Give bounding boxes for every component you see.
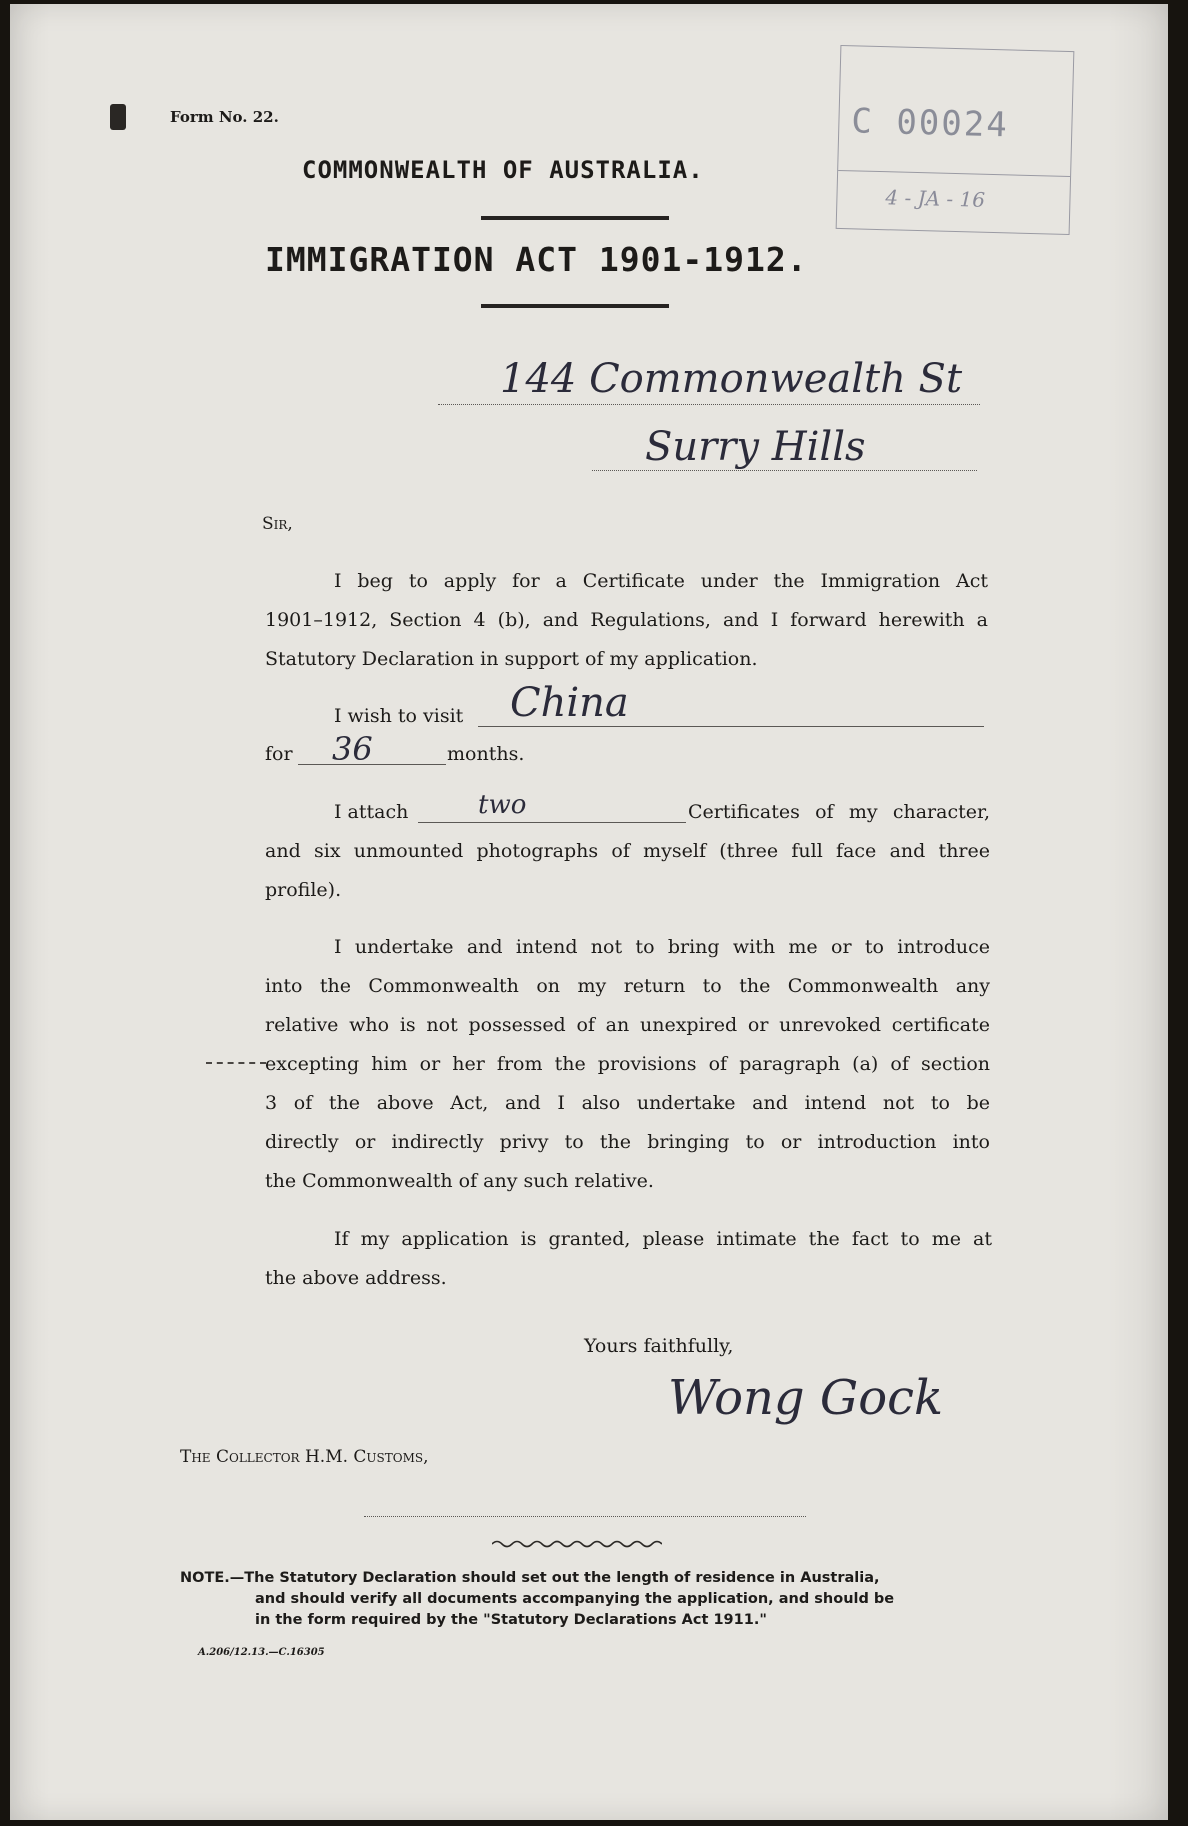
paragraph-2-line-2: into the Commonwealth on my return to the Commonwealth any (265, 975, 990, 997)
note-line-2: and should verify all documents accompanying the application, and should be (255, 1591, 895, 1607)
paragraph-2-line-3: relative who is not possessed of an unexpired or unrevoked certificate (265, 1014, 990, 1036)
attach-line-3: profile). (265, 879, 342, 901)
wavy-separator (492, 1538, 662, 1550)
address-line-1-text: 144 Commonwealth St (500, 356, 963, 402)
paragraph-3-line-1: If my application is granted, please intimate the fact to me at (334, 1228, 992, 1250)
visit-value: China (510, 680, 629, 726)
attach-line-2: and six unmounted photographs of myself (three full face and three (265, 840, 990, 862)
heading-rule-bottom (481, 304, 669, 308)
address-line-1 (438, 404, 980, 405)
address-line-2 (592, 470, 977, 471)
paragraph-3-line-2: the above address. (265, 1267, 447, 1289)
stamp-date: 4 - JA - 16 (885, 185, 986, 212)
commonwealth-heading: COMMONWEALTH OF AUSTRALIA. (302, 156, 704, 184)
duration-suffix: months. (447, 743, 525, 765)
heading-rule-top (481, 216, 669, 220)
attach-line (418, 822, 686, 823)
paragraph-2-line-7: the Commonwealth of any such relative. (265, 1170, 654, 1192)
paragraph-2-line-1: I undertake and intend not to bring with me or to introduce (334, 936, 990, 958)
closing: Yours faithfully, (584, 1335, 734, 1357)
paragraph-2-line-4: excepting him or her from the provisions of paragraph (a) of section (265, 1053, 990, 1075)
stamp-number: C 00024 (850, 101, 1010, 146)
visit-label: I wish to visit (334, 705, 464, 727)
signature: Wong Gock (668, 1370, 944, 1426)
attach-suffix: Certificates of my character, (688, 801, 990, 823)
visit-line (478, 726, 984, 727)
form-number: Form No. 22. (170, 108, 279, 126)
note-line-1: NOTE.—The Statutory Declaration should set out the length of residence in Australia, (180, 1570, 880, 1586)
paragraph-1-line-2: 1901–1912, Section 4 (b), and Regulations, and I forward herewith a (265, 609, 988, 631)
paragraph-1-line-1: I beg to apply for a Certificate under the Immigration Act (334, 570, 988, 592)
margin-mark (206, 1062, 266, 1064)
customs-stamp (836, 45, 1075, 235)
duration-value: 36 (332, 730, 373, 768)
addressee-line (364, 1516, 806, 1517)
note-line-3: in the form required by the "Statutory Declarations Act 1911." (255, 1612, 767, 1628)
print-code: A.206/12.13.—C.16305 (198, 1647, 325, 1658)
stamp-divider (838, 170, 1070, 177)
punch-hole-icon (110, 104, 126, 130)
paragraph-2-line-6: directly or indirectly privy to the bringing to or introduction into (265, 1131, 990, 1153)
salutation: Sir, (262, 514, 293, 534)
paragraph-2-line-5: 3 of the above Act, and I also undertake and intend not to be (265, 1092, 990, 1114)
addressee: The Collector H.M. Customs, (180, 1447, 429, 1467)
duration-prefix: for (265, 743, 293, 765)
act-title: IMMIGRATION ACT 1901-1912. (265, 240, 808, 279)
attach-label: I attach (334, 801, 409, 823)
attach-value: two (478, 790, 527, 820)
paragraph-1-line-3: Statutory Declaration in support of my application. (265, 648, 758, 670)
address-line-2-text: Surry Hills (645, 424, 866, 470)
